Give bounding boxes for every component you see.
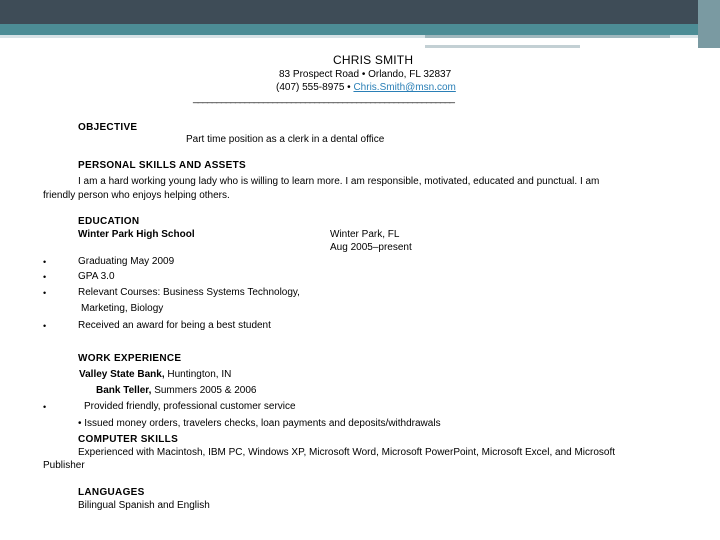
education-item: Received an award for being a best student xyxy=(78,320,271,331)
languages-text: Bilingual Spanish and English xyxy=(78,500,210,511)
skills-line-1: I am a hard working young lady who is willing to learn more. I am responsible, motivated, educated and punctual. I am xyxy=(78,176,600,187)
work-heading: WORK EXPERIENCE xyxy=(78,353,182,364)
work-duty: • Issued money orders, travelers checks, loan payments and deposits/withdrawals xyxy=(78,418,441,429)
school-location: Winter Park, FL xyxy=(330,229,400,240)
employer-name: Valley State Bank, xyxy=(79,369,165,380)
education-item: Relevant Courses: Business Systems Technology, xyxy=(78,287,300,298)
computer-line-1: Experienced with Macintosh, IBM PC, Windows XP, Microsoft Word, Microsoft PowerPoint, Microsoft Excel, and Microsoft xyxy=(78,447,616,458)
employer-line xyxy=(79,369,231,380)
skills-heading: PERSONAL SKILLS AND ASSETS xyxy=(78,160,247,171)
header-band-dark xyxy=(0,0,720,24)
email-link[interactable]: Chris.Smith@msn.com xyxy=(353,82,456,93)
role-title: Bank Teller, xyxy=(96,385,152,396)
role-line xyxy=(96,385,256,396)
education-item-continued: Marketing, Biology xyxy=(81,303,164,314)
address: 83 Prospect Road • Orlando, FL 32837 xyxy=(279,69,452,80)
bullet-marker: • xyxy=(43,321,47,331)
bullet-marker: • xyxy=(43,288,47,298)
skills-line-2: friendly person who enjoys helping others. xyxy=(43,190,230,201)
contact-line xyxy=(276,82,456,93)
header-rule: ________________________________________________________ xyxy=(193,93,455,104)
work-duty: Provided friendly, professional customer service xyxy=(84,401,296,412)
education-heading: EDUCATION xyxy=(78,216,140,227)
header-band-right xyxy=(698,0,720,48)
education-item: GPA 3.0 xyxy=(78,271,115,282)
languages-heading: LANGUAGES xyxy=(78,487,145,498)
phone: (407) 555-8975 • xyxy=(276,82,351,93)
candidate-name: CHRIS SMITH xyxy=(333,53,414,67)
bullet-marker: • xyxy=(43,272,47,282)
header-band-teal xyxy=(0,24,720,35)
education-item: Graduating May 2009 xyxy=(78,256,175,267)
objective-heading: OBJECTIVE xyxy=(78,122,138,133)
computer-line-2: Publisher xyxy=(43,460,85,471)
computer-heading: COMPUTER SKILLS xyxy=(78,434,179,445)
header-band-accent-line xyxy=(425,45,580,48)
role-dates: Summers 2005 & 2006 xyxy=(154,385,257,396)
objective-text: Part time position as a clerk in a dental office xyxy=(186,134,385,145)
employer-location: Huntington, IN xyxy=(167,369,232,380)
bullet-marker: • xyxy=(43,402,47,412)
school-dates: Aug 2005–present xyxy=(330,242,412,253)
bullet-marker: • xyxy=(43,257,47,267)
school-name: Winter Park High School xyxy=(78,229,195,240)
